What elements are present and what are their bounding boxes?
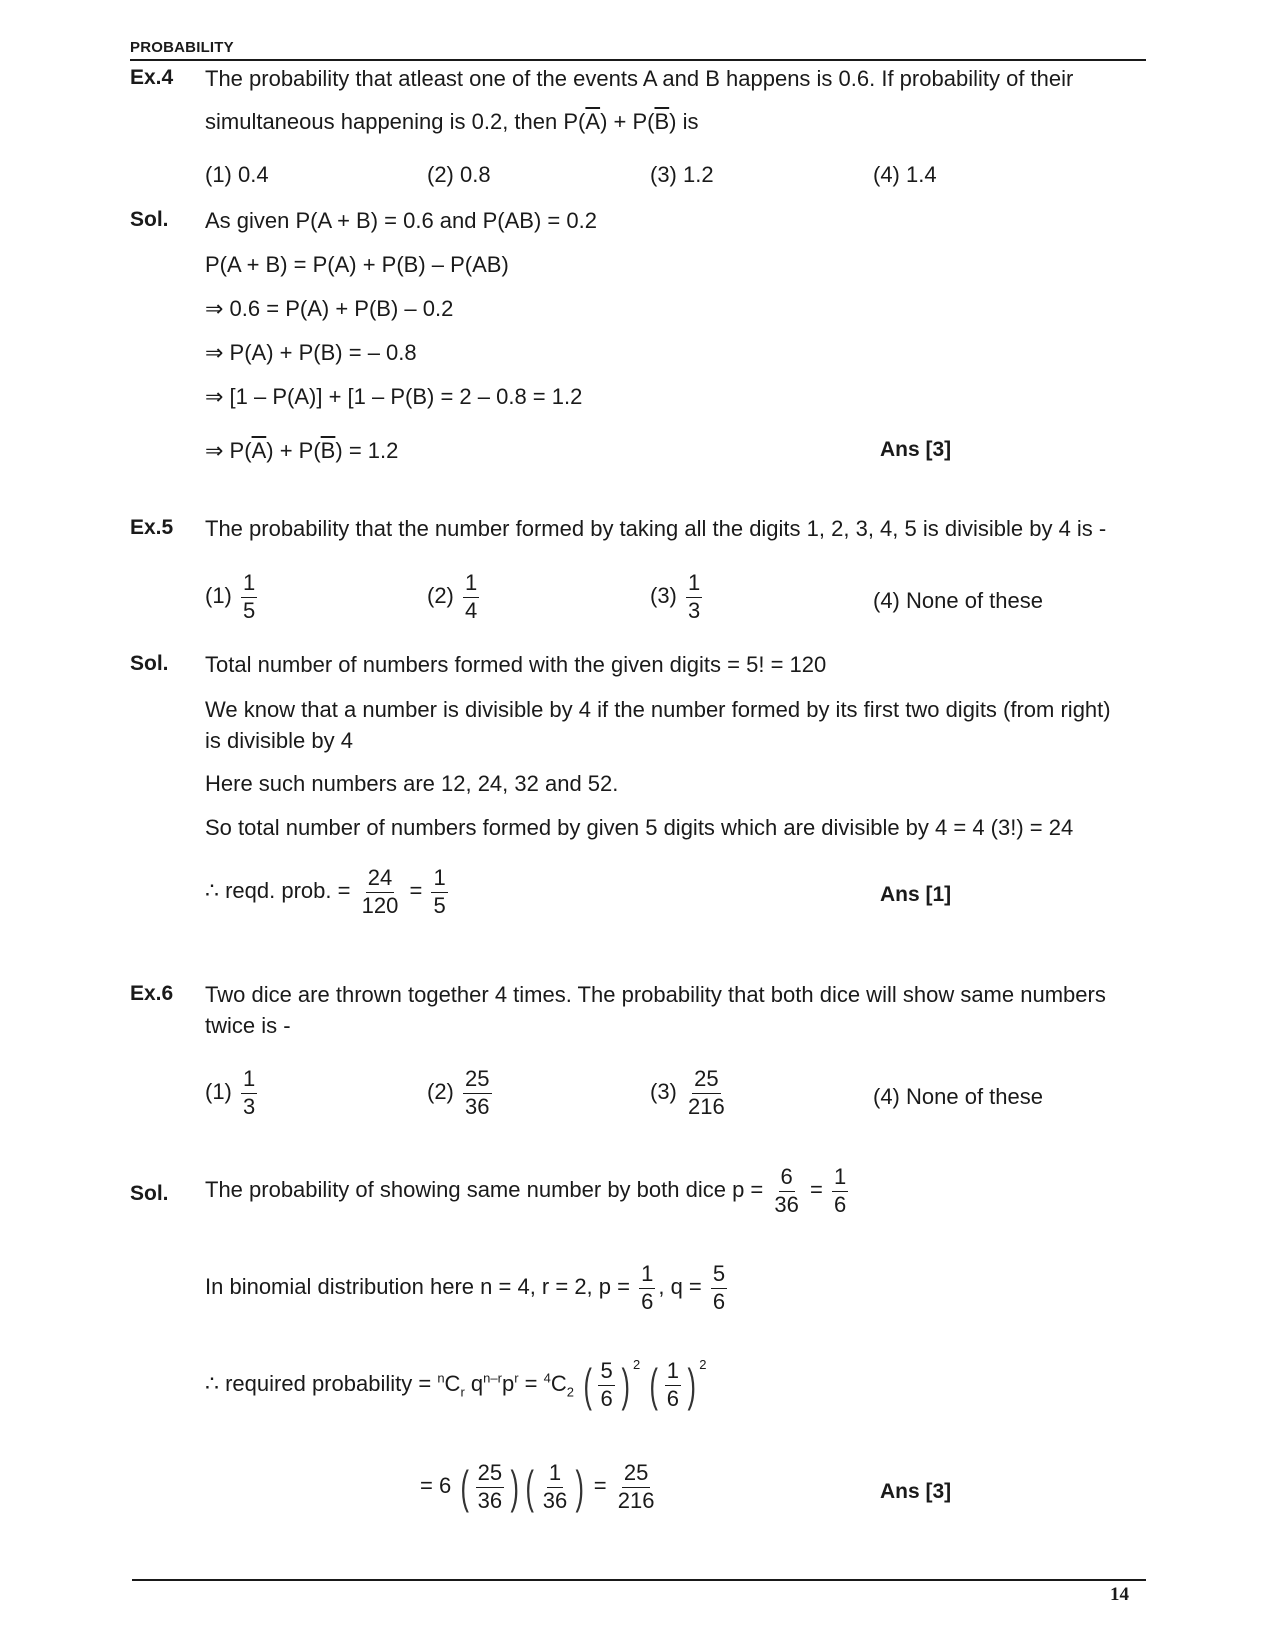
b-complement-sol: $\overline{B}$ (320, 438, 336, 463)
ex6-sol-line1: The probability of showing same number by both dice p = $\frac{6}{36}$ = $\frac{1}{6}$ (205, 1164, 847, 1217)
ex6-question-line2: twice is - (205, 1013, 291, 1038)
ex6-fraction-1-36: $\frac{1}{36}$ (542, 1460, 568, 1513)
header-rule (130, 59, 1146, 61)
ex6-fraction-25-36: $\frac{25}{36}$ (477, 1460, 503, 1513)
ex6-sol-line2: In binomial distribution here n = 4, r = 2, p = $\frac{1}{6}$ , q = $\frac{5}{6}$ (205, 1261, 726, 1314)
ex4-is: is (682, 109, 699, 134)
ex4-question-line1: The probability that atleast one of the events A and B happens is 0.6. If probability of their (205, 66, 1074, 91)
ex5-sol-line1: Total number of numbers formed with the given digits = 5! = 120 (205, 652, 827, 677)
ex4-sol-label: Sol. (130, 208, 169, 231)
ex6-one-sixth: $\frac{1}{6}$ (666, 1358, 679, 1411)
ex6-option-1: (1) $\frac{1}{3}$ (205, 1066, 256, 1119)
ex5-sol-line3: Here such numbers are 12, 24, 32 and 52. (205, 771, 619, 796)
ex4-sol-line6: ⇒ $P(\overline{A}) + P(\overline{B}) = 1.2$ (205, 438, 399, 463)
footer-rule (132, 1579, 1146, 1581)
ex6-sol-line3: ∴ required probability = $^nC_r$ $q^{n-r}p^r = ^4C_2$ ( $\frac{5}{6}$ ) $^2$ ( $\frac{1}{6}$ ) $^2$ (205, 1357, 707, 1412)
ex5-label: Ex.5 (130, 516, 174, 539)
ex6-option-2: (2) $\frac{25}{36}$ (427, 1066, 490, 1119)
ex6-option-4: (4) None of these (873, 1084, 1043, 1109)
ex6-fraction-25-216: $\frac{25}{216}$ (617, 1460, 655, 1513)
running-header: PROBABILITY (130, 39, 234, 56)
ex6-fraction-1-6: $\frac{1}{6}$ (833, 1164, 847, 1217)
ex4-option-3: (3) 1.2 (650, 162, 714, 187)
ex4-question-line2-text: simultaneous happening is 0.2, then P (205, 109, 579, 134)
b-complement: $\overline{B}$ (654, 109, 670, 134)
a-complement: $\overline{A}$ (585, 109, 601, 134)
ex6-fraction-6-36: $\frac{6}{36}$ (774, 1164, 799, 1217)
ex4-sol-line6-mid: + P (279, 438, 314, 463)
ex4-answer: Ans [3] (880, 438, 952, 461)
ex5-sol-line2b: is divisible by 4 (205, 728, 353, 753)
ex6-option-3: (3) $\frac{25}{216}$ (650, 1066, 725, 1119)
ex6-option-3-fraction: $\frac{25}{216}$ (688, 1066, 725, 1119)
ex6-q-fraction: $\frac{5}{6}$ (712, 1261, 726, 1314)
a-complement-sol: $\overline{A}$ (251, 438, 267, 463)
ex4-sol-line4: ⇒ P(A) + P(B) = – 0.8 (205, 340, 417, 365)
ex4-label: Ex.4 (130, 66, 174, 89)
ex6-five-sixths: $\frac{5}{6}$ (600, 1358, 613, 1411)
ex4-sol-line6-pre: ⇒ P (205, 438, 245, 463)
ex6-answer: Ans [3] (880, 1480, 952, 1503)
ex4-sol-line5: ⇒ [1 – P(A)] + [1 – P(B) = 2 – 0.8 = 1.2 (205, 384, 583, 409)
ex5-option-1-fraction: $\frac{1}{5}$ (243, 570, 256, 623)
ex4-sol-line2: P(A + B) = P(A) + P(B) – P(AB) (205, 252, 509, 277)
ex4-plus: + P (613, 109, 648, 134)
ex4-sol-line1: As given P(A + B) = 0.6 and P(AB) = 0.2 (205, 208, 597, 233)
ex5-option-2-fraction: $\frac{1}{4}$ (465, 570, 478, 623)
ex4-sol-line3: ⇒ 0.6 = P(A) + P(B) – 0.2 (205, 296, 454, 321)
ex4-option-2: (2) 0.8 (427, 162, 491, 187)
page-number: 14 (1110, 1584, 1129, 1605)
ex5-sol-line4: So total number of numbers formed by given 5 digits which are divisible by 4 = 4 (3!) = 24 (205, 815, 1074, 840)
ex4-sol-line6-end: = 1.2 (348, 438, 399, 463)
ex4-option-1: (1) 0.4 (205, 162, 269, 187)
ex6-label: Ex.6 (130, 982, 174, 1005)
ex4-question-line2: simultaneous happening is 0.2, then $P(\overline{A}) + P(\overline{B})$ is (205, 109, 699, 134)
ex5-sol-line2a: We know that a number is divisible by 4 if the number formed by its first two digits (from right) (205, 697, 1111, 722)
ex5-option-3: (3) $\frac{1}{3}$ (650, 570, 701, 623)
ex5-fraction-1-5: $\frac{1}{5}$ (433, 865, 446, 918)
ex5-sol-line5: ∴ reqd. prob. = $\frac{24}{120}$ = $\frac{1}{5}$ (205, 865, 446, 918)
ex5-question: The probability that the number formed by taking all the digits 1, 2, 3, 4, 5 is divisible by 4 is - (205, 516, 1107, 541)
ex6-p-fraction: $\frac{1}{6}$ (641, 1261, 654, 1314)
ex5-option-2: (2) $\frac{1}{4}$ (427, 570, 478, 623)
ex6-option-1-fraction: $\frac{1}{3}$ (243, 1066, 256, 1119)
ex5-option-4: (4) None of these (873, 588, 1043, 613)
ex6-sol-line4: = 6 ( $\frac{25}{36}$ ) ( $\frac{1}{36}$ ) = $\frac{25}{216}$ (420, 1460, 655, 1514)
ex6-option-2-fraction: $\frac{25}{36}$ (465, 1066, 490, 1119)
ex6-question-line1: Two dice are thrown together 4 times. The probability that both dice will show same numbers (205, 982, 1106, 1007)
ex6-sol-label: Sol. (130, 1182, 169, 1205)
ex4-option-4: (4) 1.4 (873, 162, 937, 187)
ex5-fraction-24-120: $\frac{24}{120}$ (361, 865, 399, 918)
ex5-sol-label: Sol. (130, 652, 169, 675)
ex5-option-3-fraction: $\frac{1}{3}$ (688, 570, 701, 623)
ex5-option-1: (1) $\frac{1}{5}$ (205, 570, 256, 623)
ex5-answer: Ans [1] (880, 883, 952, 906)
